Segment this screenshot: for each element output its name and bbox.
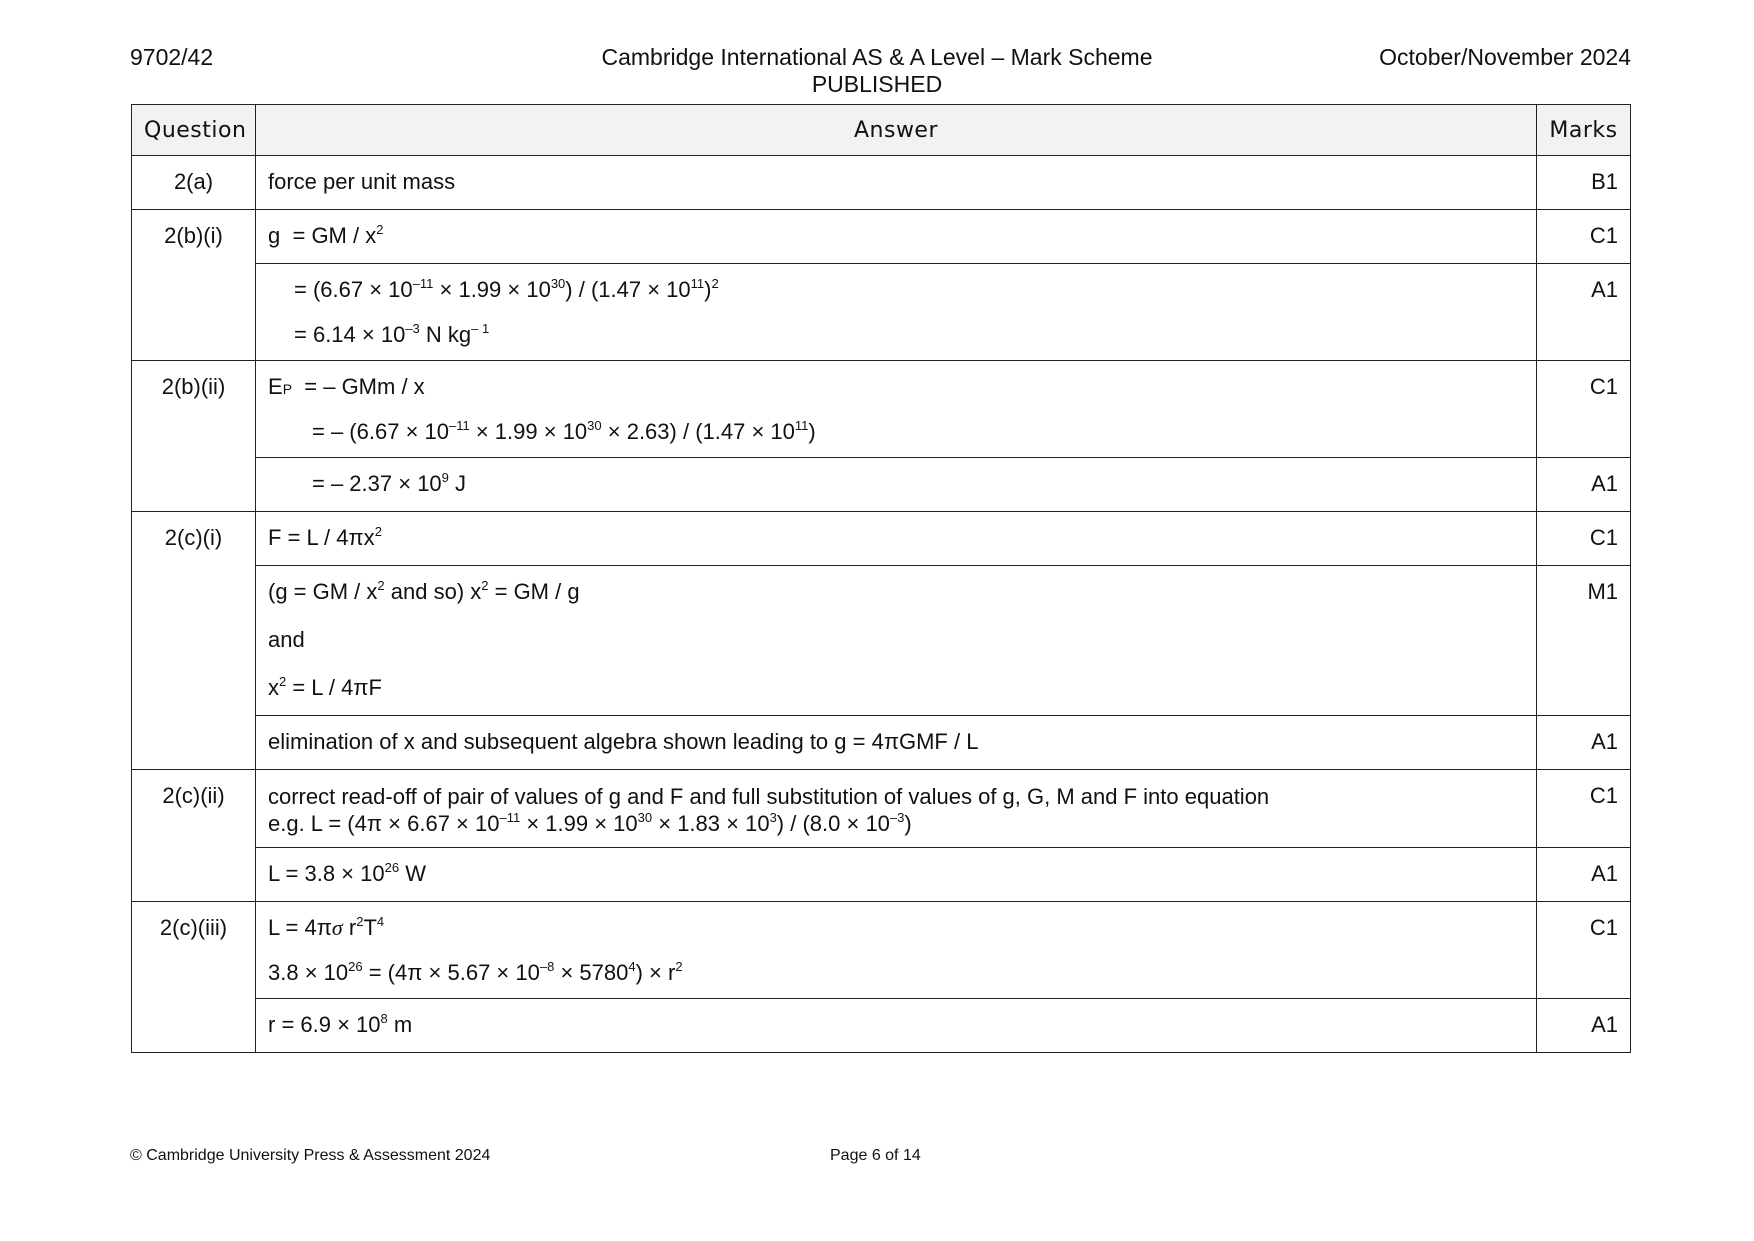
table-row [132, 361, 1631, 458]
question-number: 2(c)(ii) [132, 770, 256, 902]
paper-code: 9702/42 [130, 44, 214, 70]
mark-cell: C1 [1537, 770, 1631, 848]
mark-cell: M1 [1537, 566, 1631, 716]
mark-cell: A1 [1537, 458, 1631, 512]
mark-cell: C1 [1537, 512, 1631, 566]
question-number: 2(b)(ii) [132, 361, 256, 512]
answer-cell: = $(6.67 \times 10^{-11} \times 1.99 \times 10^{30}) / (1.47 \times 10^{11})^2$ = $6.14 \times 10^{-3}$ N $kg^{- 1}$ [256, 264, 1537, 361]
table-row [132, 770, 1631, 848]
answer-cell: g = GM / $x^2$ [256, 210, 1537, 264]
table-row [132, 458, 1631, 512]
table-row [132, 156, 1631, 210]
mark-cell: A1 [1537, 264, 1631, 361]
table-row [132, 512, 1631, 566]
table-row [132, 902, 1631, 999]
mark-cell: A1 [1537, 848, 1631, 902]
answer-cell: $r = 6.9 \times 10^8$ m [256, 999, 1537, 1053]
table-row [132, 210, 1631, 264]
question-number: 2(b)(i) [132, 210, 256, 361]
answer-cell: $L = 3.8 \times 10^{26}$ W [256, 848, 1537, 902]
answer-cell: $F = L / 4\pi x^2$ [256, 512, 1537, 566]
mark-cell: A1 [1537, 716, 1631, 770]
table-row [132, 999, 1631, 1053]
mark-cell: B1 [1537, 156, 1631, 210]
table-row [132, 716, 1631, 770]
mark-cell: C1 [1537, 361, 1631, 458]
answer-cell: elimination of x and subsequent algebra shown leading to g = 4πGMF / L [256, 716, 1537, 770]
page-number: Page 6 of 14 [830, 1147, 921, 1164]
mark-cell: C1 [1537, 210, 1631, 264]
mark-scheme-table [131, 104, 1631, 1053]
answer-column-header: Answer [256, 105, 1537, 156]
mark-cell: C1 [1537, 902, 1631, 999]
title-text: Cambridge International AS & A Level – Mark Scheme [601, 44, 1153, 70]
published-label: PUBLISHED [811, 71, 943, 97]
question-number: 2(c)(i) [132, 512, 256, 770]
question-column-header: Question [132, 105, 256, 156]
marks-column-header: Marks [1537, 105, 1631, 156]
answer-cell: (g = GM / $x^2$ and so) $x^2$ = GM / g and $x^2 = L / 4\pi F$ [256, 566, 1537, 716]
question-number: 2(a) [132, 156, 256, 210]
answer-cell: = – $2.37 \times 10^9$ J [256, 458, 1537, 512]
table-header-row [132, 105, 1631, 156]
table-row [132, 566, 1631, 716]
exam-session: October/November 2024 [1379, 44, 1631, 70]
answer-cell: force per unit mass [256, 156, 1537, 210]
table-row [132, 848, 1631, 902]
answer-cell: EP = – GMm / x = – $(6.67 \times 10^{-11} \times 1.99 \times 10^{30} \times 2.63) / (1.47 \times 10^{11})$ [256, 361, 1537, 458]
mark-cell: A1 [1537, 999, 1631, 1053]
answer-cell: L = 4πσ $r^2T^4$ $3.8 \times 10^{26} = (4\pi \times 5.67 \times 10^{-8} \times 5780^4) \times r^2$ [256, 902, 1537, 999]
table-row [132, 264, 1631, 361]
question-number: 2(c)(iii) [132, 902, 256, 1053]
answer-cell: correct read-off of pair of values of g and F and full substitution of values of g, G, M and F into equation e.g. $L = (4\pi \times 6.67 \times 10^{-11} \times 1.99 \times 10^{30} \times 1.83 \times 10^3) / (8.0 \times 10^{-3})$ [256, 770, 1537, 848]
copyright-notice: © Cambridge University Press & Assessment 2024 [130, 1147, 491, 1164]
